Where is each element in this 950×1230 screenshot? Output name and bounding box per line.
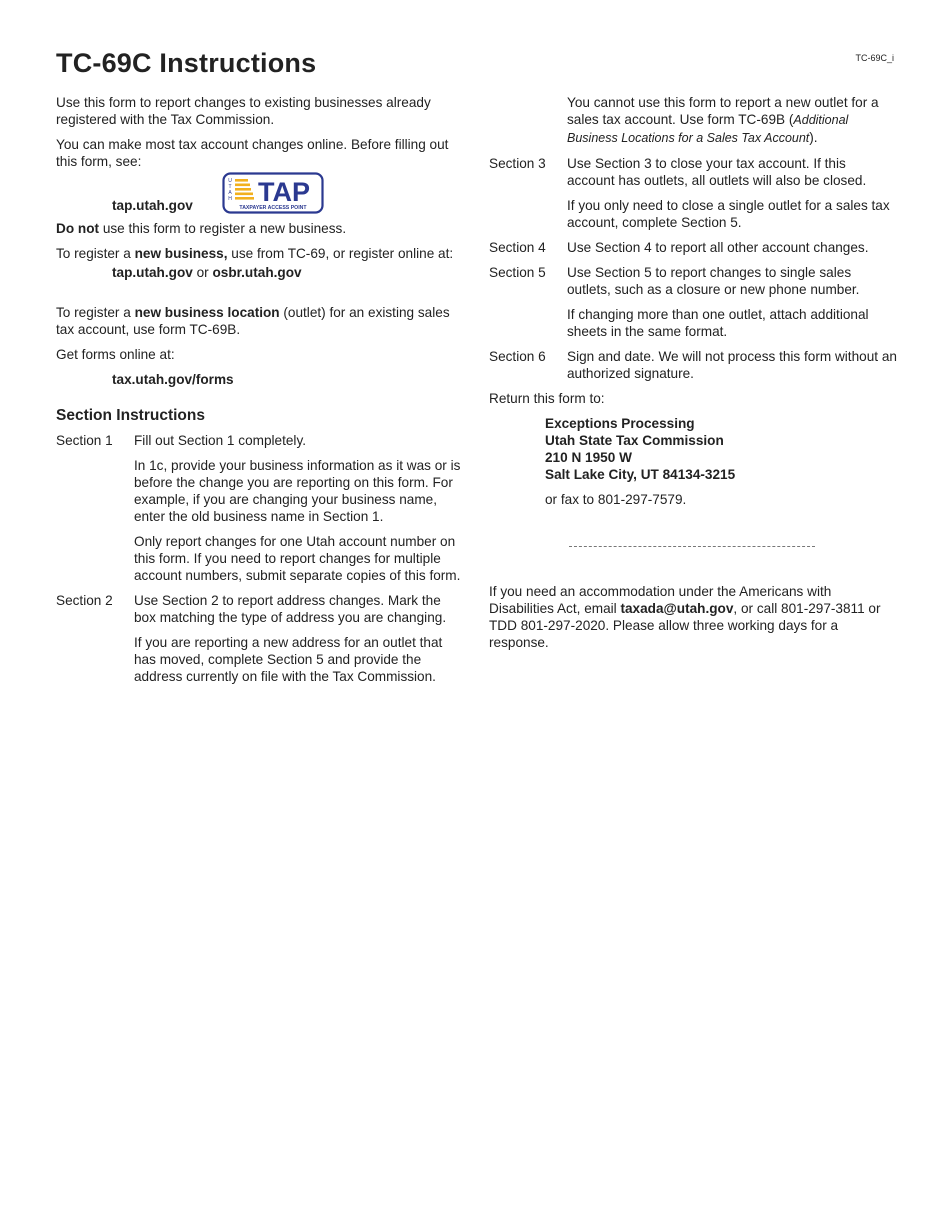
section-2-continued: You cannot use this form to report a new outlet for a sales tax account. Use form TC-69B (Additional Business Locations for a Sales Tax Account). [567,95,879,145]
divider [569,546,815,547]
forms-url-link[interactable]: tax.utah.gov/forms [112,372,234,387]
section-1-instructions: Section 1 Fill out Section 1 completely. In 1c, provide your business information as it was or is before the change you are reporting on this form. For example, if you are changing your business name, enter the old business name in Section 1. Only report changes for one Utah account number on this form. If you need to report changes for multiple account numbers, submit separate copies of this form. [56,433,461,583]
mailing-address: Exceptions Processing Utah State Tax Commission 210 N 1950 W Salt Lake City, UT 84134-3215 [545,416,736,482]
get-forms-label: Get forms online at: [56,347,175,362]
section-5-instructions: Section 5 Use Section 5 to report changes to single sales outlets, such as a closure or new phone number. If changing more than one outlet, attach additional sheets in the same format. [489,265,869,339]
page-title: TC-69C Instructions [56,48,317,78]
tap-logo-utah-letter: A [228,190,232,196]
section-2-instructions: Section 2 Use Section 2 to report address changes. Mark the box matching the type of address you are changing. If you are reporting a new address for an outlet that has moved, complete Section 5 and provide the address currently on file with the Tax Commission. [56,593,447,684]
tap-logo-wordmark: TAP [258,177,310,207]
register-business-paragraph: To register a new business, use from TC-69, or register online at: [56,246,454,261]
section-label: Section 4 [489,240,546,255]
tap-logo-utah-letter: H [228,196,232,202]
intro-paragraph: Use this form to report changes to existing businesses already registered with the Tax Commission. [56,95,431,127]
section-6-instructions: Section 6 Sign and date. We will not process this form without an authorized signature. [489,349,897,381]
section-instructions-heading: Section Instructions [56,407,205,424]
tap-logo-utah-letter: T [228,184,232,190]
tap-url-link[interactable]: tap.utah.gov [112,198,193,213]
section-label: Section 3 [489,156,546,171]
return-label: Return this form to: [489,391,605,406]
osbr-link[interactable]: osbr.utah.gov [212,265,302,280]
section-4-instructions: Section 4 Use Section 4 to report all other account changes. [489,240,869,255]
online-changes-paragraph: You can make most tax account changes online. Before filling out this form, see: [56,137,449,169]
tap-logo-subtitle: TAXPAYER ACCESS POINT [239,205,307,211]
register-urls: tap.utah.gov or osbr.utah.gov [112,265,302,280]
tap-logo [222,172,324,214]
section-label: Section 2 [56,593,113,608]
tap-link[interactable]: tap.utah.gov [112,265,193,280]
section-label: Section 5 [489,265,546,280]
tap-logo-utah-letter: U [228,178,232,184]
do-not-paragraph: Do not use this form to register a new business. [56,221,347,236]
register-location-paragraph: To register a new business location (outlet) for an existing sales tax account, use form TC-69B. [56,305,450,337]
left-column [56,94,464,693]
tap-row [56,172,464,214]
fax-line: or fax to 801-297-7579. [545,492,687,507]
form-code: TC-69C_i [855,53,894,63]
section-3-instructions: Section 3 Use Section 3 to close your tax account. If this account has outlets, all outlets will also be closed. If you only need to close a single outlet for a sales tax account, complete Section 5. [489,156,890,230]
ada-accommodation-paragraph: If you need an accommodation under the Americans with Disabilities Act, email taxada@utah.gov, or call 801-297-3811 or TDD 801-297-2020. Please allow three working days for a response. [489,584,881,650]
ada-email-link[interactable]: taxada@utah.gov [620,601,734,616]
section-label: Section 6 [489,349,546,364]
right-column [489,94,897,659]
section-label: Section 1 [56,433,113,448]
